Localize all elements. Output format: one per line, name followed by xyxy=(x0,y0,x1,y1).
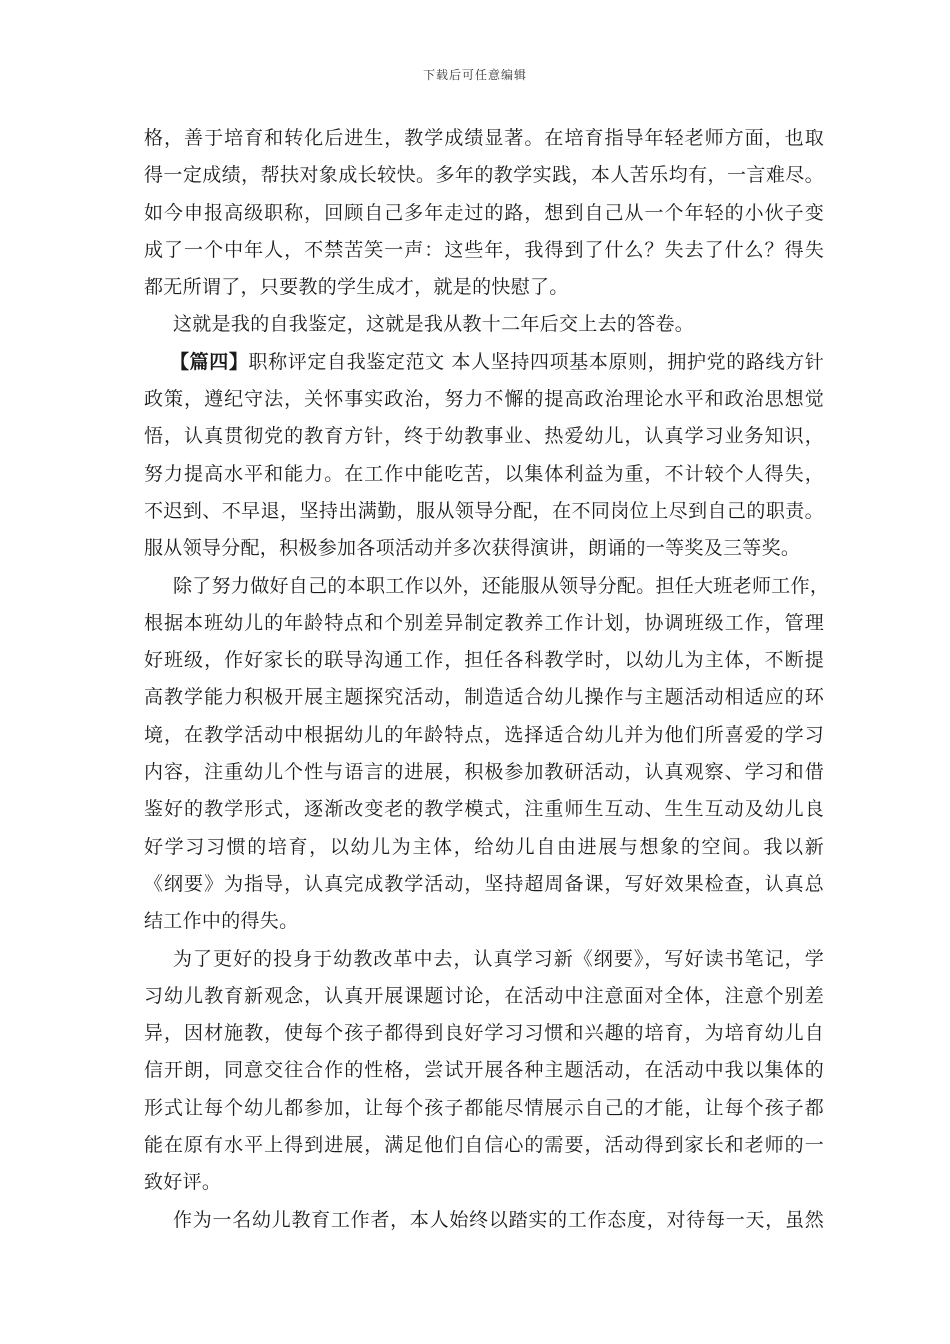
text-line: 好班级，作好家长的联导沟通工作，担任各科教学时，以幼儿为主体，不断提 xyxy=(144,649,824,672)
text-line: 为了更好的投身于幼教改革中去，认真学习新《纲要》，写好读书笔记，学 xyxy=(173,947,824,970)
text-line: 努力提高水平和能力。在工作中能吃苦，以集体利益为重，不计较个人得失， xyxy=(144,462,824,485)
text-line: 如今申报高级职称，回顾自己多年走过的路，想到自己从一个年轻的小伙子变 xyxy=(144,201,824,224)
text-line: 《纲要》为指导，认真完成教学活动，坚持超周备课，写好效果检查，认真总 xyxy=(144,872,824,895)
text-line: 作为一名幼儿教育工作者，本人始终以踏实的工作态度，对待每一天，虽然 xyxy=(173,1208,824,1231)
text-line: 根据本班幼儿的年龄特点和个别差异制定教养工作计划，协调班级工作，管理 xyxy=(144,611,824,634)
text-line: 服从领导分配，积极参加各项活动并多次获得演讲，朗诵的一等奖及三等奖。 xyxy=(144,537,801,560)
document-body xyxy=(144,120,830,1239)
text-line: 境，在教学活动中根据幼儿的年龄特点，选择适合幼儿并为他们所喜爱的学习 xyxy=(144,723,824,746)
text-line: 这就是我的自我鉴定，这就是我从教十二年后交上去的答卷。 xyxy=(173,313,695,336)
text-line: 鉴好的教学形式，逐渐改变老的教学模式，注重师生互动、生生互动及幼儿良 xyxy=(144,798,824,821)
text-line: 好学习习惯的培育，以幼儿为主体，给幼儿自由进展与想象的空间。我以新 xyxy=(144,835,824,858)
text-line: 除了努力做好自己的本职工作以外，还能服从领导分配。担任大班老师工作， xyxy=(173,574,830,597)
text-line: 致好评。 xyxy=(144,1171,222,1194)
text-line: 成了一个中年人，不禁苦笑一声：这些年，我得到了什么？失去了什么？得失 xyxy=(144,238,824,261)
section-heading: 【篇四】 xyxy=(170,350,249,373)
text-line: 结工作中的得失。 xyxy=(144,910,299,933)
text-line: 得一定成绩，帮扶对象成长较快。多年的教学实践，本人苦乐均有，一言难尽。 xyxy=(144,164,824,187)
text-line: 高教学能力积极开展主题探究活动，制造适合幼儿操作与主题活动相适应的环 xyxy=(144,686,824,709)
text-line: 内容，注重幼儿个性与语言的进展，积极参加教研活动，认真观察、学习和借 xyxy=(144,761,824,784)
text-line: 不迟到、不早退，坚持出满勤，服从领导分配，在不同岗位上尽到自己的职责。 xyxy=(144,499,824,522)
text-line: 悟，认真贯彻党的教育方针，终于幼教事业、热爱幼儿，认真学习业务知识， xyxy=(144,425,824,448)
text-run: 职称评定自我鉴定范文 本人坚持四项基本原则，拥护党的路线方针 xyxy=(248,350,825,373)
text-line: 都无所谓了，只要教的学生成才，就是的快慰了。 xyxy=(144,276,569,299)
text-line: 习幼儿教育新观念，认真开展课题讨论，在活动中注意面对全体，注意个别差 xyxy=(144,984,824,1007)
text-line-with-heading xyxy=(144,344,824,381)
text-line: 格，善于培育和转化后进生，教学成绩显著。在培育指导年轻老师方面，也取 xyxy=(144,127,824,149)
page-header-note: 下载后可任意编辑 xyxy=(422,68,527,82)
text-line: 能在原有水平上得到进展，满足他们自信心的需要，活动得到家长和老师的一 xyxy=(144,1134,824,1157)
text-line: 信开朗，同意交往合作的性格，尝试开展各种主题活动，在活动中我以集体的 xyxy=(144,1059,824,1082)
text-line: 政策，遵纪守法，关怀事实政治，努力不懈的提高政治理论水平和政治思想觉 xyxy=(144,388,824,411)
text-line: 形式让每个幼儿都参加，让每个孩子都能尽情展示自己的才能，让每个孩子都 xyxy=(144,1096,824,1119)
text-line: 异，因材施教，使每个孩子都得到良好学习习惯和兴趣的培育，为培育幼儿自 xyxy=(144,1022,824,1045)
